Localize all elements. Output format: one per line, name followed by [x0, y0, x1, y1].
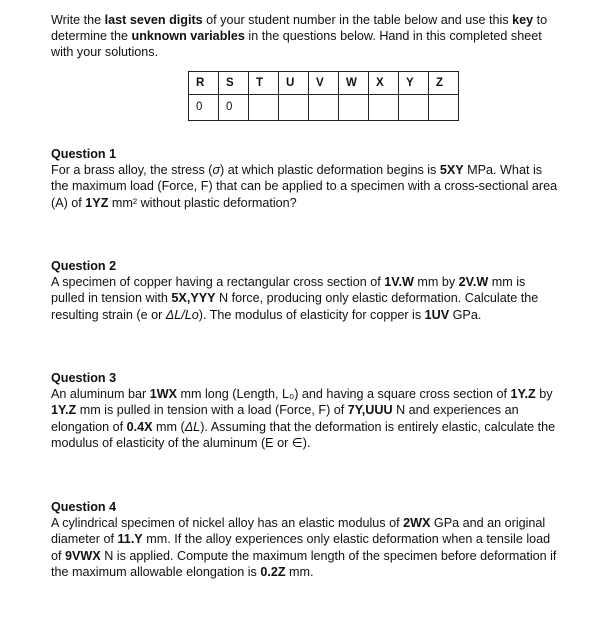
intro-text: Write the: [51, 13, 105, 27]
q-text: mm by: [413, 275, 459, 290]
intro-bold: key: [512, 13, 534, 27]
header-cell-v: V: [309, 71, 339, 94]
q-text: ) at which plastic deformation begins is: [220, 163, 440, 178]
q-math: ΔL: [184, 419, 201, 434]
value-cell-y[interactable]: [399, 94, 429, 120]
question-4: [51, 499, 561, 580]
value-cell-w[interactable]: [339, 94, 369, 120]
q-variable: 9VWX: [65, 548, 101, 563]
q-math: ΔL/Lo: [165, 307, 199, 322]
q-text: N is applied. Compute the maximum length of the specimen before deformation if the maximum allowable elongation is: [51, 548, 557, 579]
question-1-title: Question 1: [51, 147, 117, 161]
q-variable: 7Y,UUU: [347, 403, 393, 418]
value-cell-v[interactable]: [309, 94, 339, 120]
question-4-text: [51, 515, 561, 580]
q-variable: 1Y.Z: [51, 403, 77, 418]
q-variable: 0.4X: [126, 419, 153, 434]
value-cell-r[interactable]: 0: [189, 94, 219, 120]
intro-bold: last seven digits: [104, 13, 203, 27]
instructions: [51, 12, 561, 61]
q-variable: 1YZ: [85, 195, 109, 210]
q-symbol: σ: [212, 163, 221, 178]
q-text: mm² without plastic deformation?: [108, 195, 297, 210]
q-variable: 1WX: [149, 387, 177, 402]
q-text: ). Assuming that the deformation is entirely elastic, calculate the modulus of elasticity of the aluminum (E or ∈).: [51, 419, 556, 450]
q-text: mm long (Length, L₀) and having a square cross section of: [177, 387, 511, 402]
header-cell-x: X: [369, 71, 399, 94]
q-text: GPa and an original diameter of: [51, 516, 546, 547]
q-text: by: [535, 387, 553, 402]
header-cell-y: Y: [399, 71, 429, 94]
header-cell-w: W: [339, 71, 369, 94]
value-cell-s[interactable]: 0: [219, 94, 249, 120]
header-cell-t: T: [249, 71, 279, 94]
q-text: ). The modulus of elasticity for copper is: [198, 307, 425, 322]
question-4-title: Question 4: [51, 500, 117, 514]
q-variable: 2WX: [403, 516, 431, 531]
q-text: MPa. What is the maximum load (Force, F) that can be applied to a specimen with a cross-sectional area (A) of: [51, 163, 558, 210]
q-text: mm is pulled in tension with: [51, 275, 526, 306]
table-header-row: [189, 71, 459, 94]
header-cell-u: U: [279, 71, 309, 94]
q-text: N and experiences an elongation of: [51, 403, 519, 434]
q-text: N force, producing only elastic deformation. Calculate the resulting strain (e or: [51, 291, 539, 322]
intro-text: in the questions below. Hand in this completed sheet with your solutions.: [51, 29, 542, 60]
q-variable: 1V.W: [384, 275, 414, 290]
header-cell-s: S: [219, 71, 249, 94]
q-text: mm is pulled in tension with a load (Force, F) of: [76, 403, 348, 418]
question-3: [51, 370, 561, 451]
question-3-title: Question 3: [51, 371, 117, 385]
q-variable: 1Y.Z: [510, 387, 536, 402]
table-value-row: [189, 94, 459, 120]
q-text: mm. If the alloy experiences only elastic deformation when a tensile load of: [51, 532, 551, 563]
q-text: For a brass alloy, the stress (: [51, 163, 213, 178]
header-cell-r: R: [189, 71, 219, 94]
q-variable: 1UV: [424, 307, 450, 322]
worksheet-page: [51, 0, 561, 579]
question-2: [51, 258, 561, 323]
question-2-title: Question 2: [51, 259, 117, 273]
q-variable: 5XY: [439, 163, 464, 178]
question-2-text: [51, 274, 561, 323]
q-variable: 5X,YYY: [171, 291, 216, 306]
value-cell-z[interactable]: [429, 94, 459, 120]
question-1-text: [51, 162, 561, 211]
header-cell-z: Z: [429, 71, 459, 94]
question-3-text: [51, 386, 561, 451]
student-number-table: [188, 71, 459, 121]
q-text: mm (: [152, 419, 185, 434]
q-text: An aluminum bar: [51, 387, 150, 402]
intro-bold: unknown variables: [131, 29, 245, 44]
value-cell-u[interactable]: [279, 94, 309, 120]
q-variable: 2V.W: [458, 275, 489, 290]
q-text: mm.: [285, 564, 314, 579]
intro-text: to determine the: [51, 13, 548, 44]
q-variable: 0.2Z: [260, 564, 286, 579]
q-text: A cylindrical specimen of nickel alloy has an elastic modulus of: [51, 516, 404, 531]
intro-text: of your student number in the table below and use this: [202, 13, 513, 27]
q-text: A specimen of copper having a rectangular cross section of: [51, 275, 385, 290]
question-1: [51, 146, 561, 211]
value-cell-t[interactable]: [249, 94, 279, 120]
q-variable: 11.Y: [117, 532, 143, 547]
q-text: GPa.: [449, 307, 482, 322]
value-cell-x[interactable]: [369, 94, 399, 120]
